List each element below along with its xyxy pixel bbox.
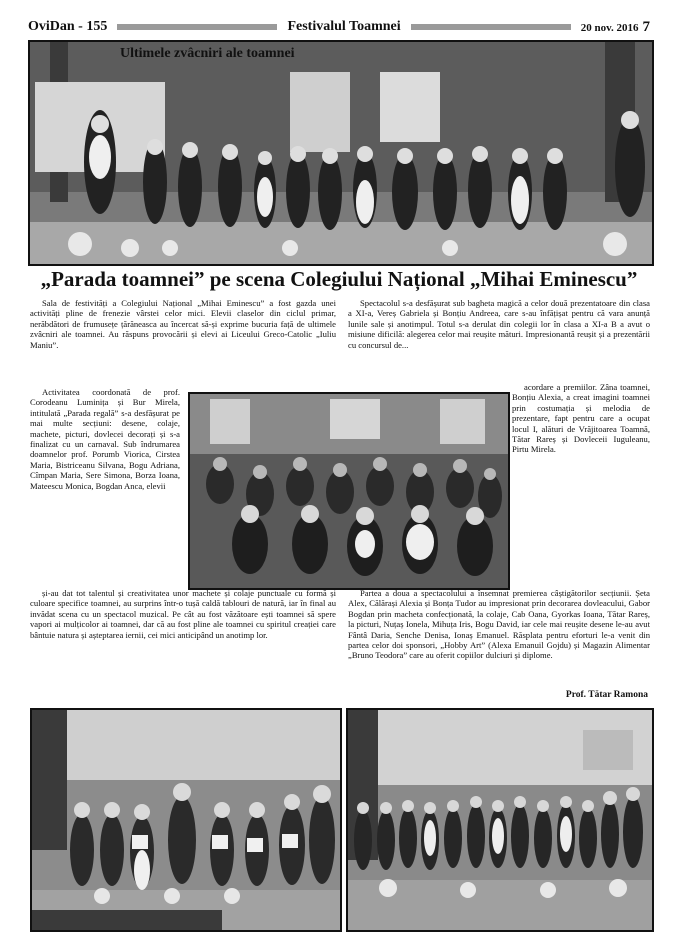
right-bottom-paragraph: Partea a doua a spectacolului a însemnat premierea câștigătorilor secțiunii. Șeta Alex, Călărași Alexia și Bonța Tudor au impresionat prin decorarea dovleacului, Gabor Bogdan prin macheta confecționată, la colaje, Cab Oana, Gyorkas Ioana, Tătar Rareș, la picturi, Nuțaș Ionela, Mihuța Iris, Bogu David, iar cele mai reușite desene le-au avut Fântâ Daria, Senche Denisa, Ionaș Emanuel. Răsplata pentru eforturi le-a venit din partea celor doi sponsori, „Hobby Art” (Alexa Emanuil Gojdu) și Magazin Alimentar „Bruno Teodora” care au oferit copiilor dulciuri și diplome. — [348, 588, 650, 661]
award-ceremony-photo — [32, 710, 340, 930]
top-photo-caption: Ultimele zvâcniri ale toamnei — [120, 46, 295, 61]
audience-photo — [190, 394, 508, 588]
header-rule-left — [117, 24, 277, 30]
group-stage-photo — [348, 710, 652, 930]
publication-name: OviDan - 155 — [28, 19, 108, 34]
right-intro-paragraph: Spectacolul s-a desfășurat sub bagheta magică a celor două prezentatoare din clasa a XI-a, Vereș Gabriela și Bonțiu Andreea, care s-au înfățișat pentru că vara anunță lunile sale și anotimpul. Totul s-a derulat din colegii lor în clasa a XI-a B a avut o misiune dificilă: alegerea celor mai reușite mături. Impresionantă reușit și a prezentării cu concursul de... — [348, 298, 650, 350]
article-signature: Prof. Tătar Ramona — [565, 690, 648, 700]
article-left-narrow — [30, 387, 180, 491]
article-right-bottom — [348, 588, 650, 661]
article-left-bottom — [30, 588, 336, 640]
date-and-page — [581, 19, 650, 36]
article-right-narrow — [512, 382, 650, 455]
left-narrow-paragraph: Activitatea coordonată de prof. Corodeanu Luminița și Bur Mirela, intitulată „Parada regală” s-a desfășurat pe mai multe secțiuni: desene, colaje, machete, picturi, dovlecei decorați și s-a finalizat cu un carnaval. Sub îndrumarea doamnelor prof. Porumb Viorica, Cirstea Maria, Bistriceanu Silvana, Bogu Adriana, Cîmpan Maria, Sere Simona, Borza Ioana, Mateescu Monica, Bogdan Anca, elevii — [30, 387, 180, 491]
middle-photo — [188, 392, 510, 590]
header-rule-right — [411, 24, 571, 30]
article-left-intro — [30, 298, 336, 350]
left-bottom-paragraph: și-au dat tot talentul și creativitatea unor machete și colaje punctuale cu formă și culoare specifice toamnei, au surprins într-o tușă caldă tablouri de natură, iar în final au invădat scena cu un spectacol muzical. Pe cât au fost văzătoare ești toamnei să spere vapori ai mulțicolor ai toamnei, dar că au fost pline ale toamnei cu spiritul creației care bântuie natura și așteptarea iernii, cei mici anticipând un anotimp lor. — [30, 588, 336, 640]
article-headline: „Parada toamnei” pe scena Colegiului Național „Mihai Eminescu” — [40, 267, 638, 291]
top-photo — [28, 40, 654, 266]
bottom-right-photo — [346, 708, 654, 932]
issue-date: 20 nov. 2016 — [580, 21, 639, 34]
left-intro-paragraph: Sala de festivități a Colegiului Național „Mihai Eminescu” a fost gazda unei activități pline de frenezie vârstei celor mici. Elevii claselor din ciclul primar, nerăbdători de frumusețe țărăneasca au încercat să-și exprime bucuria față de ultimele zvâcniri ale toamnei. Au răspuns provocării și elevi ai Liceului Greco-Catolic „Iuliu Maniu”. — [30, 298, 336, 350]
page-number: 7 — [642, 18, 651, 35]
right-narrow-paragraph: acordare a premiilor. Zâna toamnei, Bonțiu Alexia, a creat imagini toamnei prin costumația și melodia de prezentare, fapt pentru care a ocupat locul I, alături de Vrăjitoarea Toamnă, Tătar Rareș și Dovleceii Iuguleanu, Pirtu Mirela. — [512, 382, 650, 455]
page-header — [28, 16, 650, 38]
article-right-intro — [348, 298, 650, 350]
stage-photo-costumes — [30, 42, 652, 264]
section-title: Festivalul Toamnei — [287, 19, 401, 34]
bottom-left-photo — [30, 708, 342, 932]
